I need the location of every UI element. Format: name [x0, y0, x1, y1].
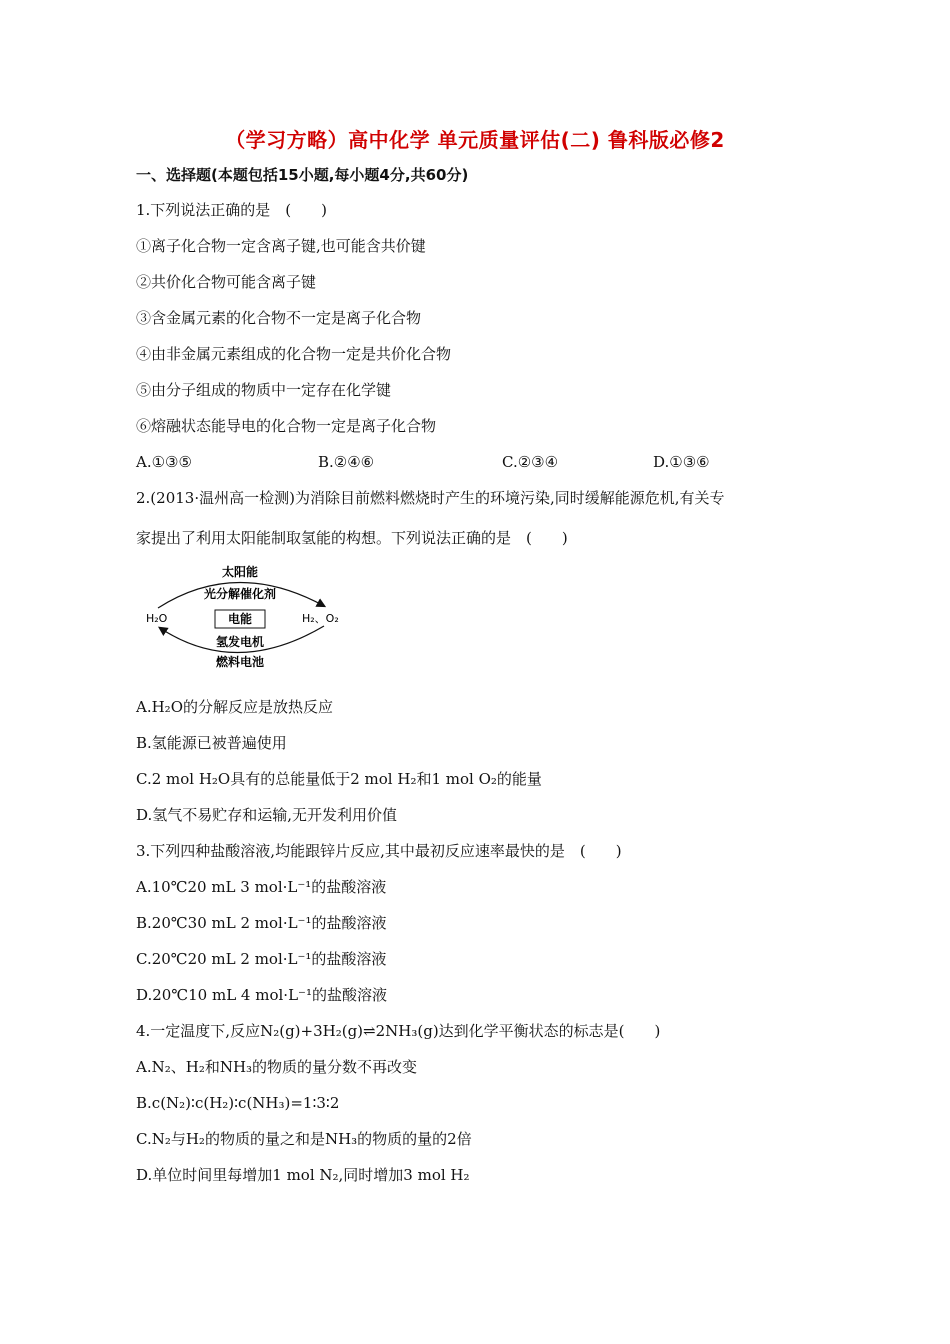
- q1-option-c: C.②③④: [502, 453, 559, 471]
- q2-stem-line2: 家提出了利用太阳能制取氢能的构想。下列说法正确的是 ( ): [136, 529, 568, 547]
- q1-item-1: ①离子化合物一定含离子键,也可能含共价键: [136, 237, 426, 255]
- q3-option-b: B.20℃30 mL 2 mol·L⁻¹的盐酸溶液: [136, 914, 387, 932]
- q3-option-d: D.20℃10 mL 4 mol·L⁻¹的盐酸溶液: [136, 986, 387, 1004]
- q4-option-b: B.c(N₂)∶c(H₂)∶c(NH₃)=1∶3∶2: [136, 1094, 340, 1112]
- diagram-left-node: H₂O: [146, 612, 168, 625]
- diagram-bottom-sub-label: 燃料电池: [215, 655, 265, 669]
- q2-option-c: C.2 mol H₂O具有的总能量低于2 mol H₂和1 mol O₂的能量: [136, 770, 542, 788]
- q4-stem: 4.一定温度下,反应N₂(g)+3H₂(g)⇌2NH₃(g)达到化学平衡状态的标志是( ): [136, 1022, 661, 1040]
- q2-option-a: A.H₂O的分解反应是放热反应: [136, 698, 333, 716]
- hydrogen-cycle-diagram: [136, 562, 346, 674]
- section-heading: 一、选择题(本题包括15小题,每小题4分,共60分): [136, 166, 469, 184]
- diagram-top-label: 太阳能: [221, 565, 259, 579]
- q1-stem: 1.下列说法正确的是 ( ): [136, 201, 328, 219]
- q2-option-b: B.氢能源已被普遍使用: [136, 734, 287, 752]
- q4-option-d: D.单位时间里每增加1 mol N₂,同时增加3 mol H₂: [136, 1166, 470, 1184]
- q4-option-c: C.N₂与H₂的物质的量之和是NH₃的物质的量的2倍: [136, 1130, 472, 1148]
- q1-option-d: D.①③⑥: [653, 453, 710, 471]
- q3-option-c: C.20℃20 mL 2 mol·L⁻¹的盐酸溶液: [136, 950, 387, 968]
- document-title: （学习方略）高中化学 单元质量评估(二) 鲁科版必修2: [225, 128, 725, 152]
- q1-item-2: ②共价化合物可能含离子键: [136, 273, 317, 291]
- diagram-center-label: 电能: [227, 612, 253, 626]
- q1-option-b: B.②④⑥: [318, 453, 375, 471]
- diagram-top-sub-label: 光分解催化剂: [203, 587, 277, 601]
- q3-stem: 3.下列四种盐酸溶液,均能跟锌片反应,其中最初反应速率最快的是 ( ): [136, 842, 622, 860]
- q2-stem-line1: 2.(2013·温州高一检测)为消除目前燃料燃烧时产生的环境污染,同时缓解能源危机,有关专: [136, 489, 725, 507]
- q1-item-4: ④由非金属元素组成的化合物一定是共价化合物: [136, 345, 452, 363]
- diagram-bottom-label: 氢发电机: [215, 635, 265, 649]
- q1-item-6: ⑥熔融状态能导电的化合物一定是离子化合物: [136, 417, 437, 435]
- q2-option-d: D.氢气不易贮存和运输,无开发利用价值: [136, 806, 398, 824]
- q1-option-a: A.①③⑤: [136, 453, 192, 471]
- q4-option-a: A.N₂、H₂和NH₃的物质的量分数不再改变: [136, 1058, 418, 1076]
- diagram-right-node: H₂、O₂: [302, 612, 339, 625]
- q1-item-3: ③含金属元素的化合物不一定是离子化合物: [136, 309, 422, 327]
- q1-item-5: ⑤由分子组成的物质中一定存在化学键: [136, 381, 392, 399]
- q3-option-a: A.10℃20 mL 3 mol·L⁻¹的盐酸溶液: [136, 878, 387, 896]
